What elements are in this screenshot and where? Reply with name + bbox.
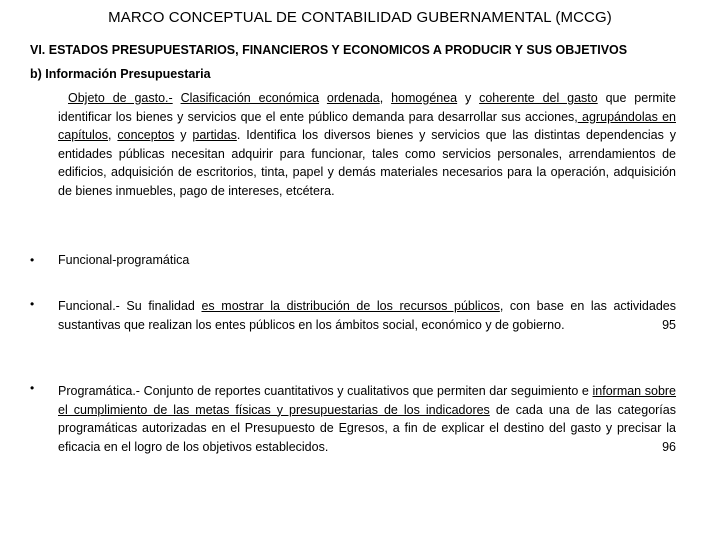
page-number: 96	[662, 439, 676, 454]
text-run: Funcional.- Su finalidad	[58, 299, 202, 313]
funcional-programatica-item: Funcional-programática	[58, 253, 190, 267]
underlined-term: conceptos	[117, 128, 175, 143]
underlined-term: partidas	[192, 128, 237, 143]
underlined-term: Clasificación económica	[180, 91, 320, 105]
programatica-paragraph	[58, 382, 676, 456]
text-run	[173, 91, 181, 105]
objeto-de-gasto-paragraph	[58, 89, 676, 201]
text-run: , con base en las actividades sustantivas que realizan los entes públicos en los ámbitos social, económico y de gobierno.	[58, 299, 676, 332]
bullet-marker: •	[30, 381, 35, 395]
page-title: MARCO CONCEPTUAL DE CONTABILIDAD GUBERNAMENTAL (MCCG)	[108, 9, 612, 26]
underlined-term: agrupándolas en capítulos	[58, 109, 676, 143]
text-run: Programática.- Conjunto de reportes cuantitativos y cualitativos que permiten dar seguimiento e	[58, 384, 593, 398]
underlined-term: informan sobre el cumplimiento de las metas físicas y presupuestarias de los indicadores	[58, 384, 677, 417]
text-run: ,	[379, 91, 392, 105]
underlined-term: homogénea	[391, 91, 458, 105]
subsection-heading: b) Información Presupuestaria	[30, 67, 211, 81]
text-run: . Identifica los diversos bienes y servicios que las distintas dependencias y entidades públicas necesitan adquirir para funcionar, tales como servicios personales, arrendamientos de edificios, adquisición de escritorios, tinta, papel y demás materiales necesarios para la operación, adquisición de bienes inmuebles, pago de intereses, etcétera.	[58, 128, 676, 198]
funcional-paragraph	[58, 297, 676, 334]
text-run: de cada una de las categorías programáticas autorizadas en el Presupuesto de Egresos, a fin de explicar el destino del gasto y precisar la eficacia en el logro de los objetivos establecidos.	[58, 402, 676, 454]
bullet-marker: •	[30, 253, 35, 267]
underlined-term: ordenada	[326, 91, 380, 105]
objeto-lead: Objeto de gasto.-	[68, 91, 173, 105]
bullet-marker: •	[30, 297, 35, 311]
page-number: 95	[662, 317, 676, 332]
section-heading: VI. ESTADOS PRESUPUESTARIOS, FINANCIEROS Y ECONOMICOS A PRODUCIR Y SUS OBJETIVOS	[30, 43, 628, 57]
text-run: que permite identificar los bienes y servicios que el ente público demanda para desarrollar sus acciones,	[58, 91, 676, 124]
underlined-term: es mostrar la distribución de los recursos públicos	[201, 299, 500, 313]
underlined-term: coherente del gasto	[479, 91, 598, 105]
text-run: ,	[108, 128, 118, 143]
text-run: y	[174, 128, 193, 143]
text-run	[319, 91, 327, 105]
text-run: y	[457, 91, 480, 105]
